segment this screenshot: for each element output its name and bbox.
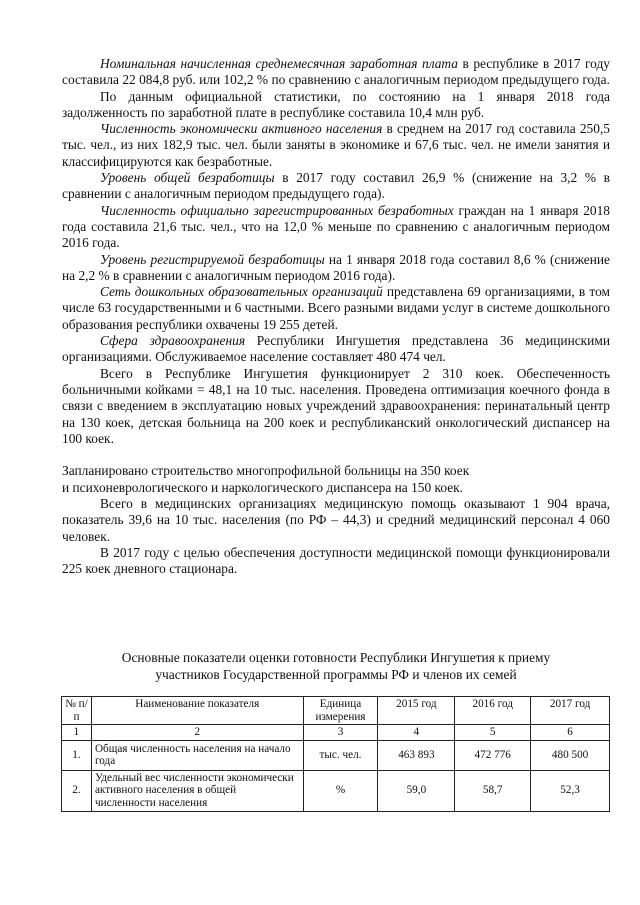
header-year-2017: 2017 год bbox=[531, 697, 610, 725]
column-number: 4 bbox=[378, 725, 455, 741]
paragraph-planned-construction bbox=[62, 447, 610, 496]
paragraph-unemployment-rate bbox=[62, 170, 610, 203]
paragraph-text: в республике в 2017 году составила 22 084,8 руб. или 102,2 % по сравнению с аналогичным периодом предыдущего года. bbox=[62, 56, 610, 88]
value-2015: 59,0 bbox=[378, 770, 455, 811]
paragraph-text: в среднем на 2017 год составила 250,5 тыс. чел., из них 182,9 тыс. чел. были заняты в экономике и 67,6 тыс. чел. не имели занятия и классифицируются как безработные. bbox=[62, 121, 610, 169]
paragraph-text: Всего в медицинских организациях медицинскую помощь оказывают 1 904 врача, показатель 39,6 на 10 тыс. населения (по РФ – 44,3) и средний медицинский персонал 4 060 человек. bbox=[62, 496, 610, 544]
header-indicator-name: Наименование показателя bbox=[91, 697, 303, 725]
indicators-table bbox=[61, 696, 610, 812]
paragraph-lead: Уровень регистрируемой безработицы bbox=[100, 251, 325, 267]
row-number: 2. bbox=[62, 770, 92, 811]
value-2016: 58,7 bbox=[455, 770, 531, 811]
table-title bbox=[62, 650, 610, 683]
paragraph-lead: Сфера здравоохранения bbox=[100, 333, 246, 349]
body-text bbox=[62, 56, 610, 578]
value-2015: 463 893 bbox=[378, 740, 455, 770]
paragraph-doctors bbox=[62, 496, 610, 545]
paragraph-text: в 2017 году составил 26,9 % (снижение на 3,2 % в сравнении с аналогичным периодом предыдущего года). bbox=[62, 170, 610, 202]
paragraph-preschool bbox=[62, 284, 610, 333]
column-number: 1 bbox=[62, 725, 92, 741]
indicator-name: Удельный вес численности экономически активного населения в общей численности населения bbox=[91, 770, 303, 811]
column-number: 6 bbox=[531, 725, 610, 741]
paragraph-registered-unemployed bbox=[62, 203, 610, 252]
row-number: 1. bbox=[62, 740, 92, 770]
column-number: 2 bbox=[91, 725, 303, 741]
paragraph-registered-unemployment-rate bbox=[62, 252, 610, 285]
paragraph-lead: Численность официально зарегистрированных безработных bbox=[100, 202, 454, 218]
table-title-line-1: Основные показатели оценки готовности Республики Ингушетия к приему bbox=[121, 650, 551, 665]
paragraph-text: По данным официальной статистики, по состоянию на 1 января 2018 года задолженность по заработной плате в республике составила 10,4 млн руб. bbox=[62, 88, 610, 120]
paragraph-text: Республики Ингушетия представлена 36 медицинскими организациями. Обслуживаемое население составляет 480 474 чел. bbox=[62, 333, 610, 365]
paragraph-text: В 2017 году с целью обеспечения доступности медицинской помощи функционировали 225 коек дневного стационара. bbox=[62, 544, 610, 577]
paragraph-lead: Численность экономически активного населения bbox=[100, 121, 383, 137]
paragraph-active-population bbox=[62, 121, 610, 170]
column-number: 3 bbox=[303, 725, 378, 741]
paragraph-text: Запланировано строительство многопрофильной больницы на 350 коек и психоневрологического и наркологического диспансера на 150 коек. bbox=[62, 463, 470, 495]
header-year-2015: 2015 год bbox=[378, 697, 455, 725]
indicator-unit: % bbox=[303, 770, 378, 811]
paragraph-day-hospital bbox=[62, 545, 610, 578]
paragraph-lead: Сеть дошкольных образовательных организаций bbox=[100, 284, 383, 300]
value-2017: 480 500 bbox=[531, 740, 610, 770]
header-year-2016: 2016 год bbox=[455, 697, 531, 725]
paragraph-salary bbox=[62, 56, 610, 89]
value-2016: 472 776 bbox=[455, 740, 531, 770]
paragraph-lead: Уровень общей безработицы bbox=[100, 170, 275, 186]
table-column-number-row bbox=[62, 725, 610, 741]
paragraph-lead: Номинальная начисленная среднемесячная заработная плата bbox=[100, 56, 458, 71]
header-unit: Единица измерения bbox=[303, 697, 378, 725]
table-row bbox=[62, 770, 610, 811]
indicator-unit: тыс. чел. bbox=[303, 740, 378, 770]
table-row bbox=[62, 740, 610, 770]
paragraph-text: на 1 января 2018 года составил 8,6 % (снижение на 2,2 % в сравнении с аналогичным периодом 2016 года). bbox=[62, 251, 610, 283]
paragraph-wage-debt bbox=[62, 89, 610, 122]
table-title-line-2: участников Государственной программы РФ и членов их семей bbox=[155, 666, 517, 682]
value-2017: 52,3 bbox=[531, 770, 610, 811]
table-header-row bbox=[62, 697, 610, 725]
column-number: 5 bbox=[455, 725, 531, 741]
header-number: № п/п bbox=[62, 697, 92, 725]
paragraph-hospital-beds bbox=[62, 366, 610, 447]
paragraph-text: граждан на 1 января 2018 года составила 21,6 тыс. чел., что на 12,0 % меньше по сравнению с аналогичным периодом 2016 года. bbox=[62, 202, 611, 251]
paragraph-text: представлена 69 организациями, в том числе 63 государственными и 6 частными. Всего разными видами услуг в системе дошкольного образования республики охвачены 19 255 детей. bbox=[62, 284, 610, 332]
paragraph-healthcare bbox=[62, 333, 610, 366]
indicator-name: Общая численность населения на начало года bbox=[91, 740, 303, 770]
paragraph-text: Всего в Республике Ингушетия функционирует 2 310 коек. Обеспеченность больничными койками = 48,1 на 10 тыс. населения. Проведена оптимизация коечного фонда в связи с введением в эксплуатацию новых учреждений здравоохранения: перинатальный центр на 130 коек, детская больница на 200 коек и республиканский онкологический диспансер на 100 коек. bbox=[62, 365, 610, 446]
